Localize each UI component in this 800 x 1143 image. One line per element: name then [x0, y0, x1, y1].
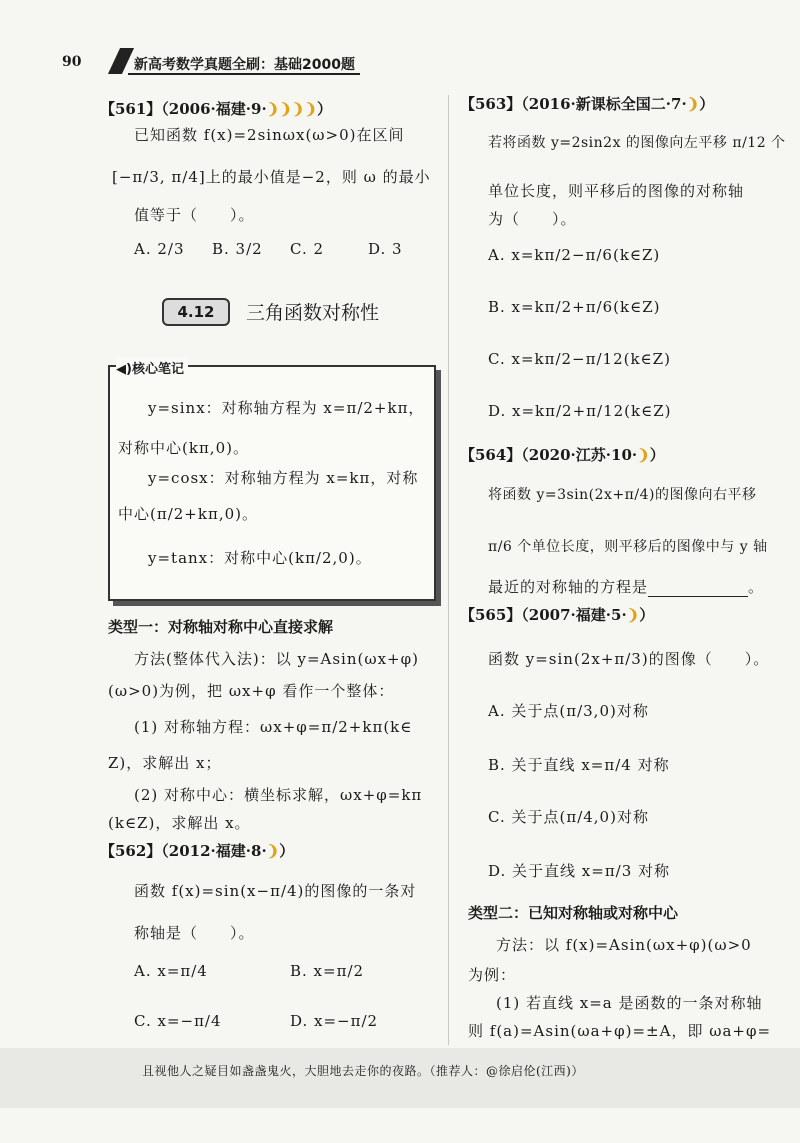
- core-notes-box: [108, 362, 436, 601]
- core-notes-label: ◀)核心笔记: [116, 358, 188, 377]
- question-563-tag: 【563】（2016·新课标全国二·7·❩）: [460, 95, 715, 113]
- method-line: 为例：: [468, 966, 517, 984]
- note-line: y=sinx：对称轴方程为 x=π/2+kπ，: [148, 399, 425, 417]
- question-text-line: 为（ ）。: [488, 210, 577, 228]
- option-a: A. 2/3: [134, 240, 185, 258]
- question-565-tag: 【565】（2007·福建·5·❩）: [460, 606, 655, 624]
- answer-blank: [648, 582, 748, 597]
- question-text-line: [−π/3, π/4]上的最小值是−2，则 ω 的最小: [112, 168, 431, 186]
- question-text-line: 若将函数 y=2sin2x 的图像向左平移 π/12 个: [488, 135, 786, 151]
- method-line: (ω>0)为例，把 ωx+φ 看作一个整体：: [108, 682, 395, 700]
- option-d: D. 关于直线 x=π/3 对称: [488, 862, 671, 880]
- option-a: A. x=kπ/2−π/6(k∈Z): [488, 246, 661, 264]
- option-a: A. x=π/4: [134, 962, 208, 980]
- question-562-tag: 【562】（2012·福建·8·❩）: [100, 842, 295, 860]
- option-b: B. 关于直线 x=π/4 对称: [488, 756, 670, 774]
- option-c: C. x=−π/4: [134, 1012, 222, 1030]
- fill-in-line: 最近的对称轴的方程是 。: [488, 578, 765, 596]
- question-text-line: 已知函数 f(x)=2sinωx(ω>0)在区间: [134, 126, 405, 144]
- section-title: 三角函数对称性: [246, 302, 380, 324]
- option-c: C. x=kπ/2−π/12(k∈Z): [488, 350, 671, 368]
- note-line: y=cosx：对称轴方程为 x=kπ，对称: [148, 469, 419, 487]
- column-divider: [448, 95, 449, 1045]
- footer-quote: 且视他人之疑目如盏盏鬼火，大胆地去走你的夜路。（推荐人：@徐启伦(江西)）: [142, 1064, 584, 1078]
- method-line: 方法：以 f(x)=Asin(ωx+φ)(ω>0: [496, 936, 752, 954]
- option-c: C. 关于点(π/4,0)对称: [488, 808, 649, 826]
- question-text-line: 函数 f(x)=sin(x−π/4)的图像的一条对: [134, 882, 417, 900]
- section-number-badge: 4.12: [162, 298, 230, 326]
- difficulty-marks: ❩: [637, 446, 650, 464]
- book-title: 新高考数学真题全刷：基础2000题: [134, 57, 355, 73]
- page-number: 90: [62, 54, 82, 70]
- difficulty-marks: ❩❩❩❩: [266, 100, 317, 118]
- method-line: 则 f(a)=Asin(ωa+φ)=±A，即 ωa+φ=: [468, 1022, 772, 1040]
- question-564-tag: 【564】（2020·江苏·10·❩）: [460, 446, 665, 464]
- type-one-title: 类型一：对称轴对称中心直接求解: [108, 618, 334, 636]
- question-561-tag: 【561】（2006·福建·9·❩❩❩❩）: [100, 100, 332, 118]
- difficulty-marks: ❩: [626, 606, 640, 624]
- option-a: A. 关于点(π/3,0)对称: [488, 702, 649, 720]
- question-text-line: 称轴是（ ）。: [134, 924, 255, 942]
- note-line: y=tanx：对称中心(kπ/2,0)。: [148, 549, 372, 567]
- option-b: B. x=π/2: [290, 962, 365, 980]
- method-line: Z)，求解出 x；: [108, 754, 222, 772]
- header-slash-decoration: [108, 48, 134, 74]
- question-text-line: 单位长度，则平移后的图像的对称轴: [488, 182, 745, 200]
- method-line: (k∈Z)，求解出 x。: [108, 814, 251, 832]
- option-b: B. x=kπ/2+π/6(k∈Z): [488, 298, 661, 316]
- note-line: 中心(π/2+kπ,0)。: [118, 505, 258, 523]
- question-text-line: 值等于（ ）。: [134, 206, 255, 224]
- note-line: 对称中心(kπ,0)。: [118, 439, 249, 457]
- option-d: D. x=−π/2: [290, 1012, 379, 1030]
- option-d: D. 3: [368, 240, 403, 258]
- method-line: 方法(整体代入法)：以 y=Asin(ωx+φ): [134, 650, 419, 668]
- difficulty-marks: ❩: [266, 842, 280, 860]
- header-underline: [128, 73, 360, 75]
- option-c: C. 2: [290, 240, 325, 258]
- option-b: B. 3/2: [212, 240, 263, 258]
- question-text-line: π/6 个单位长度，则平移后的图像中与 y 轴: [488, 539, 768, 555]
- question-text-line: 函数 y=sin(2x+π/3)的图像（ ）。: [488, 650, 770, 668]
- type-two-title: 类型二：已知对称轴或对称中心: [468, 904, 679, 922]
- difficulty-marks: ❩: [686, 95, 700, 113]
- method-line: (2) 对称中心：横坐标求解，ωx+φ=kπ: [134, 786, 423, 804]
- option-d: D. x=kπ/2+π/12(k∈Z): [488, 402, 672, 420]
- method-line: (1) 对称轴方程：ωx+φ=π/2+kπ(k∈: [134, 718, 413, 736]
- method-line: (1) 若直线 x=a 是函数的一条对称轴: [496, 994, 763, 1012]
- question-text-line: 将函数 y=3sin(2x+π/4)的图像向右平移: [488, 487, 757, 503]
